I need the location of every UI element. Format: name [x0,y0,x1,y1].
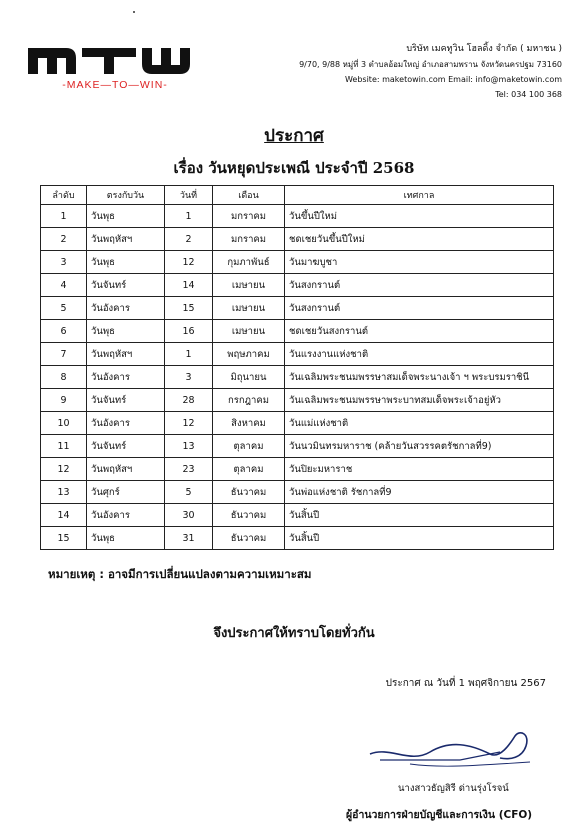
table-row [41,458,554,481]
cell-month: สิงหาคม [213,412,285,435]
cell-no: 11 [41,435,87,458]
cell-no: 2 [41,228,87,251]
cell-festival: วันสงกรานต์ [285,274,554,297]
cell-month: มกราคม [213,205,285,228]
cell-date: 28 [165,389,213,412]
table-row [41,481,554,504]
table-row [41,435,554,458]
announcement-line: จึงประกาศให้ทราบโดยทั่วกัน [213,626,375,641]
cell-date: 23 [165,458,213,481]
cell-month: ธันวาคม [213,527,285,550]
cell-no: 14 [41,504,87,527]
remark-note: หมายเหตุ : อาจมีการเปลี่ยนแปลงตามความเหมาะสม [48,567,312,581]
table-row [41,297,554,320]
cell-festival: วันสิ้นปี [285,504,554,527]
cell-date: 13 [165,435,213,458]
cell-date: 16 [165,320,213,343]
cell-festival: วันแรงงานแห่งชาติ [285,343,554,366]
company-logo [26,42,204,94]
handwritten-signature [350,724,550,774]
cell-date: 15 [165,297,213,320]
cell-festival: วันสิ้นปี [285,527,554,550]
table-header-row [41,186,554,205]
cell-month: ธันวาคม [213,504,285,527]
cell-day: วันพุธ [87,527,165,550]
cell-no: 10 [41,412,87,435]
signer-name: นางสาวธัญสิรี ด่านรุ่งโรจน์ [398,783,509,794]
company-address: 9/70, 9/88 หมู่ที่ 3 ตำบลอ้อมใหญ่ อำเภอสามพราน จังหวัดนครปฐม 73160 [299,60,562,69]
cell-day: วันพฤหัสฯ [87,343,165,366]
cell-month: เมษายน [213,274,285,297]
cell-festival: วันนวมินทรมหาราช (คล้ายวันสวรรคตรัชกาลที่9) [285,435,554,458]
cell-festival: วันมาฆบูชา [285,251,554,274]
cell-month: เมษายน [213,320,285,343]
cell-date: 12 [165,251,213,274]
cell-day: วันพุธ [87,320,165,343]
announcement-date: ประกาศ ณ วันที่ 1 พฤศจิกายน 2567 [385,678,546,689]
cell-day: วันศุกร์ [87,481,165,504]
cell-day: วันอังคาร [87,412,165,435]
cell-no: 6 [41,320,87,343]
cell-day: วันจันทร์ [87,389,165,412]
company-info [222,42,562,102]
cell-day: วันอังคาร [87,297,165,320]
cell-date: 12 [165,412,213,435]
cell-month: มิถุนายน [213,366,285,389]
cell-festival: วันขึ้นปีใหม่ [285,205,554,228]
cell-festival: ชดเชยวันขึ้นปีใหม่ [285,228,554,251]
company-web-email: Website: maketowin.com Email: info@maketowin.com [344,75,562,84]
cell-date: 5 [165,481,213,504]
cell-day: วันอังคาร [87,504,165,527]
cell-date: 1 [165,205,213,228]
cell-no: 13 [41,481,87,504]
page-subject: เรื่อง วันหยุดประเพณี ประจำปี 2568 [173,159,415,177]
table-row [41,343,554,366]
table-row [41,527,554,550]
table-row [41,274,554,297]
signer-position: ผู้อำนวยการฝ่ายบัญชีและการเงิน (CFO) [346,809,533,821]
cell-month: กรกฎาคม [213,389,285,412]
cell-month: ตุลาคม [213,458,285,481]
cell-date: 31 [165,527,213,550]
table-row [41,504,554,527]
svg-text:-MAKE—TO—WIN-: -MAKE—TO—WIN- [62,79,168,91]
cell-month: มกราคม [213,228,285,251]
cell-no: 15 [41,527,87,550]
cell-no: 9 [41,389,87,412]
col-header-date: วันที่ [165,186,213,205]
cell-festival: วันแม่แห่งชาติ [285,412,554,435]
table-row [41,228,554,251]
cell-no: 1 [41,205,87,228]
scan-speck [133,11,135,13]
cell-day: วันพุธ [87,251,165,274]
col-header-festival: เทศกาล [285,186,554,205]
table-row [41,320,554,343]
cell-no: 5 [41,297,87,320]
cell-month: ตุลาคม [213,435,285,458]
table-row [41,389,554,412]
cell-month: เมษายน [213,297,285,320]
cell-festival: วันปิยะมหาราช [285,458,554,481]
cell-date: 3 [165,366,213,389]
table-row [41,366,554,389]
cell-no: 4 [41,274,87,297]
cell-day: วันจันทร์ [87,274,165,297]
cell-day: วันพฤหัสฯ [87,228,165,251]
cell-date: 14 [165,274,213,297]
cell-day: วันพฤหัสฯ [87,458,165,481]
cell-festival: วันสงกรานต์ [285,297,554,320]
holiday-table [40,185,554,550]
cell-month: ธันวาคม [213,481,285,504]
cell-day: วันพุธ [87,205,165,228]
cell-day: วันจันทร์ [87,435,165,458]
col-header-no: ลำดับ [41,186,87,205]
cell-month: พฤษภาคม [213,343,285,366]
table-row [41,251,554,274]
cell-no: 8 [41,366,87,389]
table-row [41,205,554,228]
company-name: บริษัท เมคทูวิน โฮลดิ้ง จำกัด ( มหาชน ) [406,44,562,54]
cell-month: กุมภาพันธ์ [213,251,285,274]
cell-festival: วันพ่อแห่งชาติ รัชกาลที่9 [285,481,554,504]
cell-festival: วันเฉลิมพระชนมพรรษาพระบาทสมเด็จพระเจ้าอยู่หัว [285,389,554,412]
cell-day: วันอังคาร [87,366,165,389]
cell-date: 1 [165,343,213,366]
cell-no: 12 [41,458,87,481]
col-header-day: ตรงกับวัน [87,186,165,205]
cell-date: 2 [165,228,213,251]
cell-festival: วันเฉลิมพระชนมพรรษาสมเด็จพระนางเจ้า ฯ พระบรมราชินี [285,366,554,389]
table-row [41,412,554,435]
cell-festival: ชดเชยวันสงกรานต์ [285,320,554,343]
company-tel: Tel: 034 100 368 [495,90,562,99]
cell-no: 7 [41,343,87,366]
cell-no: 3 [41,251,87,274]
col-header-month: เดือน [213,186,285,205]
cell-date: 30 [165,504,213,527]
page-heading: ประกาศ [264,126,324,146]
